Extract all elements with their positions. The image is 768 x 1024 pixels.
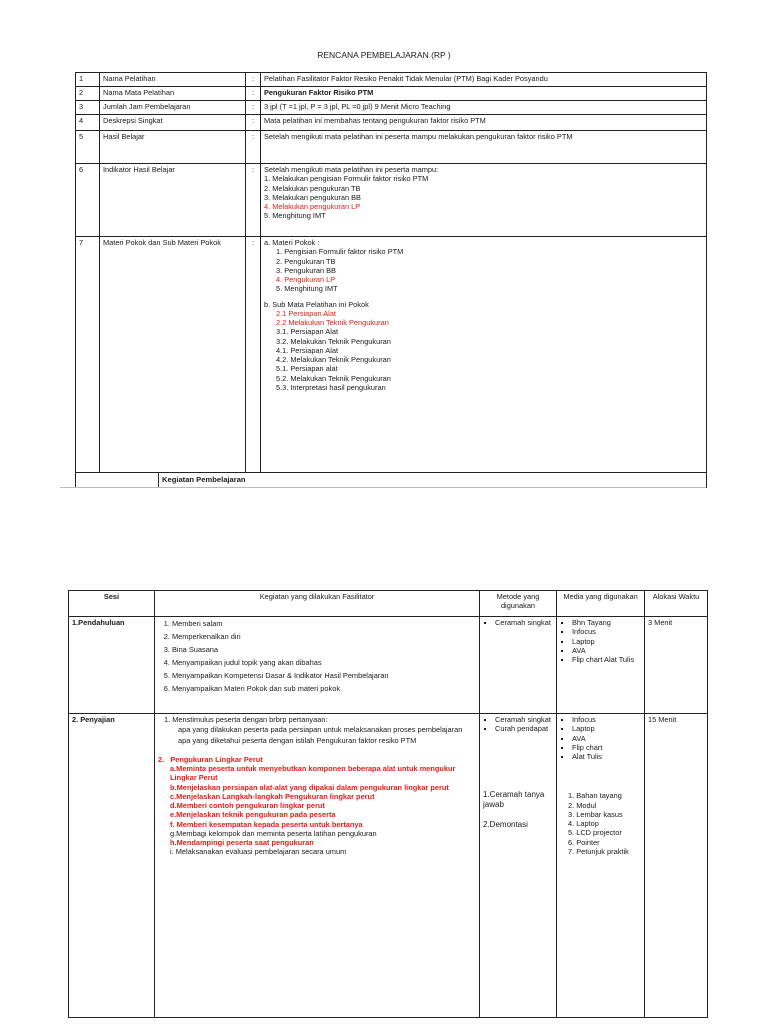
- row-label: Hasil Belajar: [100, 131, 246, 164]
- list-item: 6. Pointer: [568, 837, 600, 847]
- list-item: ▪ Flip chart: [572, 743, 641, 752]
- info-row: [76, 87, 707, 101]
- row-number: 1: [76, 73, 100, 87]
- list-item: ▪ Flip chart Alat Tulis: [572, 655, 641, 664]
- kegiatan-pembelajaran-label: Kegiatan Pembelajaran: [162, 475, 246, 484]
- kegiatan-step: h.Mendampingi peserta saat pengukuran: [170, 838, 314, 848]
- list-item: 5. Menyampaikan Kompetensi Dasar & Indikator Hasil Pembelajaran: [172, 670, 476, 683]
- kegiatan-cell: [155, 617, 480, 714]
- materi-content: [261, 237, 707, 473]
- kegiatan-step: d.Memberi contoh pengukuran lingkar perut: [170, 801, 325, 811]
- media-cell: [557, 714, 645, 1018]
- row-label: Jumlah Jam Pembelajaran: [100, 101, 246, 115]
- header-metode: Metode yang digunakan: [480, 591, 557, 617]
- table-row: [69, 714, 708, 1018]
- list-item: ▪ Infocus: [572, 627, 641, 636]
- row-number: 5: [76, 131, 100, 164]
- sub-materi-item: 4.2. Melakukan Teknik Pengukuran: [276, 355, 391, 364]
- row-number: 4: [76, 115, 100, 131]
- row-colon: :: [246, 87, 261, 101]
- info-row: [76, 115, 707, 131]
- indikator-item: 1. Melakukan pengisian Formulir faktor risiko PTM: [264, 174, 429, 184]
- list-item: 3. Bina Suasana: [172, 644, 476, 657]
- row-colon: :: [246, 115, 261, 131]
- list-item: ▪ Bhn Tayang: [572, 618, 641, 627]
- row-value: Mata pelatihan ini membahas tentang pengukuran faktor risiko PTM: [261, 115, 707, 131]
- alokasi-cell: 3 Menit: [645, 617, 708, 714]
- list-item: 3. Lembar kasus: [568, 809, 623, 819]
- page-title: RENCANA PEMBELAJARAN (RP ): [317, 50, 451, 60]
- divider: [60, 487, 706, 488]
- indikator-item: 2. Melakukan pengukuran TB: [264, 183, 361, 193]
- indikator-item: 4. Melakukan pengukuran LP: [264, 202, 361, 211]
- list-item: ▪ AVA: [572, 646, 641, 655]
- kegiatan-table: [68, 590, 708, 1018]
- kegiatan-step: f. Memberi kesempatan kepada peserta untuk bertanya: [170, 819, 363, 829]
- kegiatan-step: g.Membagi kelompok dan meminta peserta latihan pengukuran: [170, 828, 377, 838]
- sesi-cell: 1.Pendahuluan: [69, 617, 155, 714]
- kegiatan-text: apa yang diketahui peserta dengan istilah Pengukuran faktor resiko PTM: [178, 735, 417, 745]
- list-item: 1. Bahan tayang: [568, 791, 622, 801]
- indikator-item: 3. Melakukan pengukuran BB: [264, 192, 361, 202]
- info-row: [76, 131, 707, 164]
- header-kegiatan: Kegiatan yang dilakukan Fasilitator: [155, 591, 480, 617]
- kegiatan-step: b.Menjelaskan persiapan alat-alat yang dipakai dalam pengukuran lingkar perut: [170, 782, 449, 792]
- list-item: ▪ Laptop: [572, 724, 641, 733]
- table-header-row: [69, 591, 708, 617]
- indikator-intro: Setelah mengikuti mata pelatihan ini peserta mampu:: [264, 165, 439, 174]
- row-number: 3: [76, 101, 100, 115]
- list-item: ▪ AVA: [572, 734, 641, 743]
- list-item: 6. Menyampaikan Materi Pokok dan sub materi pokok: [172, 683, 476, 696]
- info-row: [76, 101, 707, 115]
- kegiatan-heading: [158, 755, 476, 764]
- row-number: 2: [76, 87, 100, 101]
- row-label: Nama Pelatihan: [100, 73, 246, 87]
- metode-cell: [480, 617, 557, 714]
- row-value: 3 jpl (T =1 jpl, P = 3 jpl, PL =0 jpl) 9 Menit Micro Teaching: [261, 101, 707, 115]
- metode-cell: [480, 714, 557, 1018]
- table-row: [69, 617, 708, 714]
- list-item: 4. Menyampaikan judul topik yang akan dibahas: [172, 657, 476, 670]
- row-value: Pengukuran Faktor Risiko PTM: [261, 87, 707, 101]
- list-item: ▪ Alat Tulis: [572, 752, 641, 761]
- alokasi-cell: 15 Menit: [645, 714, 708, 1018]
- materi-item: 5. Menghitung IMT: [276, 284, 338, 294]
- row-value: Pelatihan Fasilitator Faktor Resiko Penakit Tidak Menular (PTM) Bagi Kader Posyandu: [261, 73, 707, 87]
- list-item: 1.Ceramah tanya jawab: [483, 789, 545, 809]
- row-value: Setelah mengikuti mata pelatihan ini peserta mampu melakukan pengukuran faktor risiko PTM: [261, 131, 707, 164]
- sub-materi-item: 2.1 Persiapan Alat: [276, 308, 336, 318]
- sub-materi-item: 4.1. Persiapan Alat: [276, 345, 339, 355]
- row-label: Nama Mata Pelatihan: [100, 87, 246, 101]
- materi-row: [76, 237, 707, 473]
- row-label: Materi Pokok dan Sub Materi Pokok: [100, 237, 246, 473]
- sub-materi-item: 2.2 Melakukan Teknik Pengukuran: [276, 318, 389, 327]
- divider: [158, 473, 159, 487]
- sub-materi-item: 5.3. Interpretasi hasil pengukuran: [276, 382, 386, 392]
- list-item: 7. Petunjuk praktik: [568, 846, 629, 856]
- kegiatan-text: apa yang dilakukan peserta pada persiapan untuk melaksanakan proses pembelajaran: [178, 725, 463, 735]
- materi-item: 1. Pengisian Formulir faktor risiko PTM: [276, 247, 404, 257]
- row-number: 6: [76, 164, 100, 237]
- header-media: Media yang digunakan: [557, 591, 645, 617]
- row-label: Deskrepsi Singkat: [100, 115, 246, 131]
- row-number: 7: [76, 237, 100, 473]
- kegiatan-step: i. Melaksanakan evaluasi pembelajaran secara umum: [170, 847, 347, 857]
- list-item: 5. LCD projector: [568, 828, 622, 838]
- materi-item: 4. Pengukuran LP: [276, 275, 336, 284]
- list-item: ▪ Curah pendapat: [495, 724, 553, 733]
- kegiatan-cell: [155, 714, 480, 1018]
- kegiatan-step: a.Meminta peserta untuk menyebutkan komponen beberapa alat untuk mengukur Lingkar Perut: [170, 764, 456, 783]
- header-alokasi: Alokasi Waktu: [645, 591, 708, 617]
- kegiatan-step: e.Menjelaskan teknik pengukuran pada peserta: [170, 810, 336, 820]
- list-item: ▪ Ceramah singkat: [495, 715, 553, 724]
- kegiatan-title: Pengukuran Lingkar Perut: [170, 754, 263, 764]
- sub-materi-item: 5.2. Melakukan Teknik Pengukuran: [276, 373, 391, 383]
- sub-materi-item: 5.1. Persiapan alat: [276, 364, 338, 374]
- rencana-info-table: [75, 72, 707, 473]
- list-item: 2. Modul: [568, 800, 597, 810]
- sesi-cell: 2. Penyajian: [69, 714, 155, 1018]
- row-colon: :: [246, 164, 261, 237]
- header-sesi: Sesi: [69, 591, 155, 617]
- list-item: 2. Memperkenalkan diri: [172, 631, 476, 644]
- row-label: Indikator Hasil Belajar: [100, 164, 246, 237]
- indikator-content: [261, 164, 707, 237]
- kegiatan-number: 2.: [158, 754, 165, 764]
- list-item: ▪ Infocus: [572, 715, 641, 724]
- sub-materi-item: 3.1. Persiapan Alat: [276, 327, 339, 337]
- list-item: 4. Laptop: [568, 819, 599, 828]
- indikator-row: [76, 164, 707, 237]
- info-row: [76, 73, 707, 87]
- list-item: ▪ Ceramah singkat: [495, 618, 553, 627]
- row-colon: :: [246, 73, 261, 87]
- materi-item: 3. Pengukuran BB: [276, 265, 336, 275]
- materi-b-heading: b. Sub Mata Pelatihan ini Pokok: [264, 299, 369, 309]
- indikator-item: 5. Menghitung IMT: [264, 211, 326, 221]
- media-cell: [557, 617, 645, 714]
- list-item: ▪ Laptop: [572, 637, 641, 646]
- list-item: 1. Memberi salam: [172, 618, 476, 631]
- materi-a-heading: a. Materi Pokok :: [264, 238, 320, 247]
- kegiatan-step: c.Menjelaskan Langkah-langkah Pengukuran lingkar perut: [170, 791, 375, 801]
- kegiatan-text: 1. Menstimulus peserta dengan brbrp pertanyaan:: [164, 715, 328, 724]
- materi-item: 2. Pengukuran TB: [276, 256, 336, 266]
- list-item: 2.Demontasi: [483, 819, 528, 829]
- row-colon: :: [246, 101, 261, 115]
- row-colon: :: [246, 131, 261, 164]
- sub-materi-item: 3.2. Melakukan Teknik Pengukuran: [276, 336, 391, 346]
- row-colon: :: [246, 237, 261, 473]
- kegiatan-pembelajaran-bar: [75, 473, 707, 488]
